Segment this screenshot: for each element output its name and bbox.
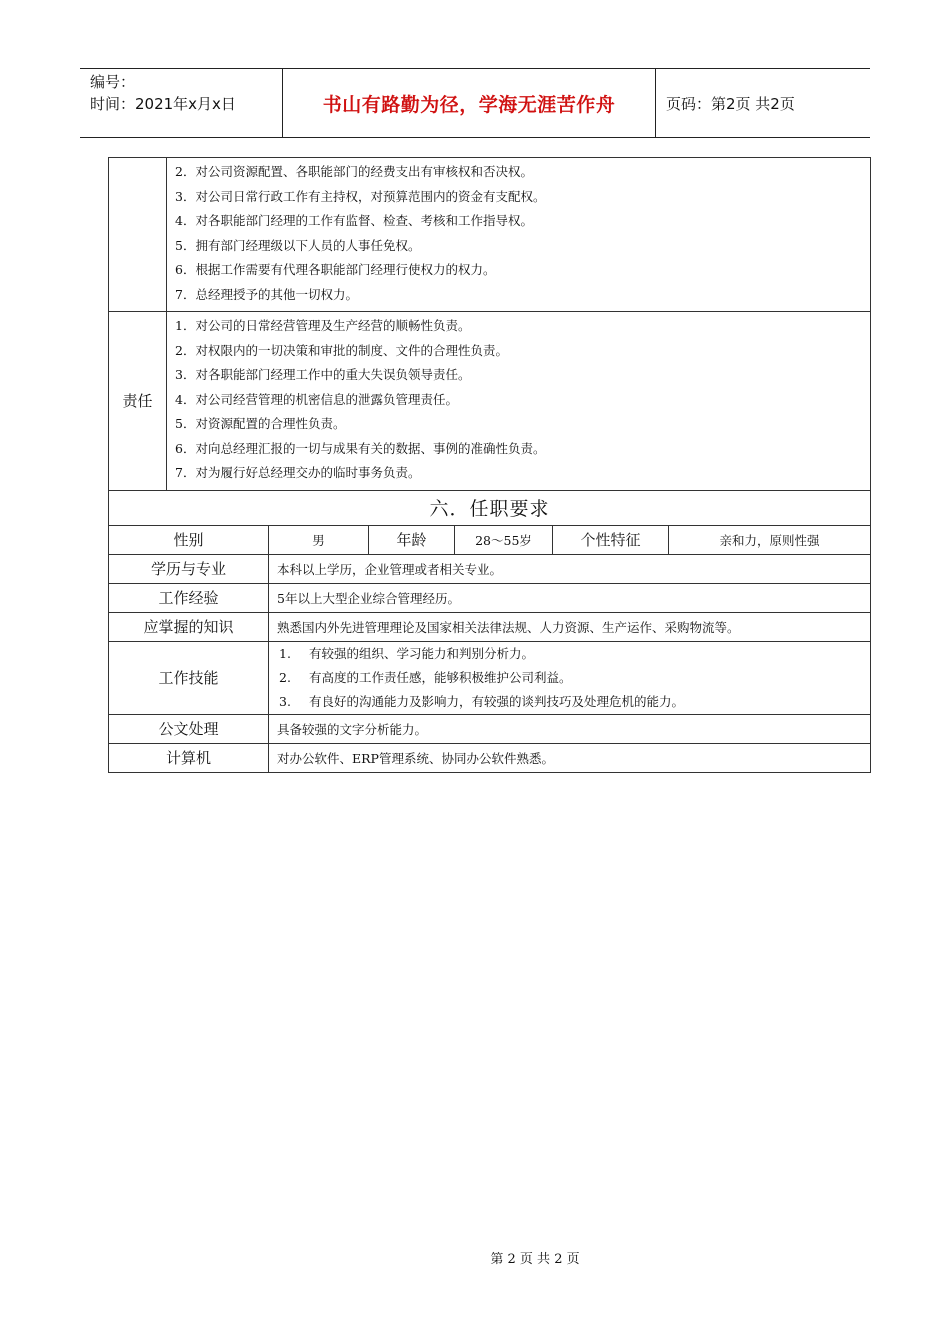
list-item: 5．拥有部门经理级以下人员的人事任免权。 (175, 237, 421, 253)
age-value: 28～55岁 (455, 525, 553, 554)
skill-text: 有较强的组织、学习能力和判别分析力。 (309, 645, 535, 661)
section-title: 六．任职要求 (109, 490, 871, 525)
header-time: 时间：2021年x月x日 (90, 95, 236, 113)
education-row (109, 554, 871, 583)
experience-label: 工作经验 (109, 583, 269, 612)
knowledge-label: 应掌握的知识 (109, 612, 269, 641)
gender-label: 性别 (109, 525, 269, 554)
experience-row (109, 583, 871, 612)
experience-value: 5年以上大型企业综合管理经历。 (269, 583, 871, 612)
list-item: 4．对公司经营管理的机密信息的泄露负管理责任。 (175, 391, 458, 407)
list-item: 7．总经理授予的其他一切权力。 (175, 286, 358, 302)
list-item (277, 666, 870, 690)
skill-text: 有高度的工作责任感，能够积极维护公司利益。 (309, 669, 572, 685)
skill-number: 3. (279, 693, 291, 709)
page-footer: 第 2 页 共 2 页 (490, 1252, 580, 1267)
document-label: 公文处理 (109, 714, 269, 743)
education-value: 本科以上学历，企业管理或者相关专业。 (269, 554, 871, 583)
knowledge-value: 熟悉国内外先进管理理论及国家相关法律法规、人力资源、生产运作、采购物流等。 (269, 612, 871, 641)
rights-category-cell (109, 158, 167, 312)
gender-value: 男 (269, 525, 369, 554)
list-item: 2．对公司资源配置、各职能部门的经费支出有审核权和否决权。 (175, 164, 533, 179)
skills-list (269, 641, 871, 714)
page-header (80, 68, 870, 138)
list-item: 1．对公司的日常经营管理及生产经营的顺畅性负责。 (175, 318, 471, 333)
skill-number: 2. (279, 669, 291, 685)
age-label: 年龄 (369, 525, 455, 554)
list-item: 6．根据工作需要有代理各职能部门经理行使权力的权力。 (175, 262, 496, 277)
responsibility-label: 责任 (109, 312, 167, 491)
list-item: 3．对各职能部门经理工作中的重大失误负领导责任。 (175, 367, 471, 382)
rights-row (109, 158, 871, 312)
list-item (277, 690, 870, 714)
basic-info-row (109, 525, 871, 554)
personality-value: 亲和力，原则性强 (669, 525, 871, 554)
knowledge-row (109, 612, 871, 641)
skills-label: 工作技能 (109, 641, 269, 714)
computer-value: 对办公软件、ERP管理系统、协同办公软件熟悉。 (269, 743, 871, 772)
job-description-table (108, 157, 871, 773)
document-row (109, 714, 871, 743)
rights-list (167, 158, 871, 312)
education-label: 学历与专业 (109, 554, 269, 583)
header-motto: 书山有路勤为径，学海无涯苦作舟 (282, 69, 656, 137)
list-item: 4．对各职能部门经理的工作有监督、检查、考核和工作指导权。 (175, 213, 533, 228)
computer-label: 计算机 (109, 743, 269, 772)
list-item (277, 642, 870, 666)
skills-row (109, 641, 871, 714)
list-item: 2．对权限内的一切决策和审批的制度、文件的合理性负责。 (175, 342, 508, 358)
list-item: 5．对资源配置的合理性负责。 (175, 416, 346, 431)
section-title-row (109, 490, 871, 525)
list-item: 6．对向总经理汇报的一切与成果有关的数据、事例的准确性负责。 (175, 440, 546, 456)
header-page-number: 页码：第2页 共2页 (666, 94, 795, 113)
computer-row (109, 743, 871, 772)
skill-text: 有良好的沟通能力及影响力，有较强的谈判技巧及处理危机的能力。 (309, 693, 685, 709)
skill-number: 1. (279, 645, 291, 661)
document-value: 具备较强的文字分析能力。 (269, 714, 871, 743)
list-item: 7．对为履行好总经理交办的临时事务负责。 (175, 465, 421, 480)
list-item: 3．对公司日常行政工作有主持权，对预算范围内的资金有支配权。 (175, 188, 546, 204)
responsibility-list (167, 312, 871, 491)
header-meta (80, 69, 282, 137)
header-number: 编号： (90, 73, 136, 91)
responsibility-row (109, 312, 871, 491)
personality-label: 个性特征 (553, 525, 669, 554)
